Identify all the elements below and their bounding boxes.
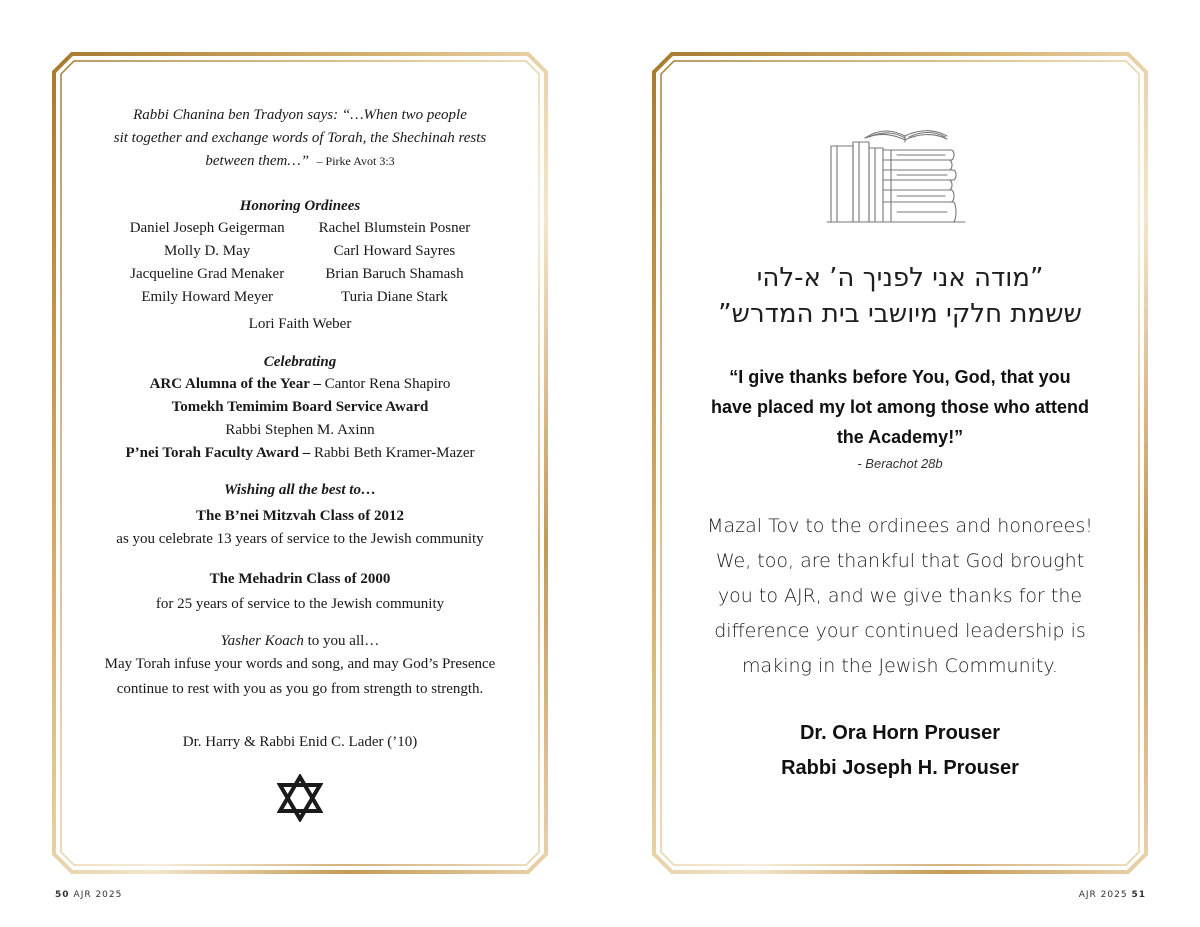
blessing-line: continue to rest with you as you go from strength to strength. [116,681,484,697]
quote-line-text: between them…” [205,153,310,169]
left-folio [55,890,122,900]
award-name: Tomekh Temimim Board Service Award [171,399,429,415]
right-folio [1079,890,1146,900]
quote-line: Rabbi Chanina ben Tradyon says: “…When two people [133,107,467,123]
english-quote-line: “I give thanks before You, God, that you [729,367,1071,387]
award-row [64,442,536,465]
award-recipient: Cantor Rena Shapiro [320,376,451,392]
ordinee-name: Brian Baruch Shamash [325,266,464,282]
award-row [64,373,536,396]
class-text: for 25 years of service to the Jewish community [155,596,445,612]
hebrew-quote-line: ”מודה אני לפניך ה’ א-להי [756,263,1044,293]
left-panel [64,104,536,822]
hebrew-quote-line: ששמת חלקי מיושבי בית המדרש” [718,299,1082,329]
star-of-david-icon [64,774,536,822]
honoring-title: Honoring Ordinees [239,198,361,214]
ordinee-name: Jacqueline Grad Menaker [130,266,285,282]
ordinee-name: Emily Howard Meyer [141,289,273,305]
ordinee-name: Lori Faith Weber [248,316,352,332]
yasher-koach-line [64,630,536,653]
ordinee-name: Daniel Joseph Geigerman [129,220,285,236]
class-text: as you celebrate 13 years of service to the Jewish community [116,531,484,547]
message-line: difference your continued leadership is [714,620,1086,642]
opening-quote [64,104,536,173]
english-quote-line: the Academy!” [836,427,964,447]
quote-source: - Berachot 28b [857,456,943,471]
right-panel [664,122,1136,786]
quote-line [64,150,536,173]
ordinees-list [64,217,536,309]
right-folio-label: AJR 2025 [1078,890,1128,900]
message-line: Mazal Tov to the ordinees and honorees! [707,515,1093,537]
right-signer: Rabbi Joseph H. Prouser [781,757,1019,779]
award-recipient: Rabbi Stephen M. Axinn [225,422,375,438]
left-folio-label: AJR 2025 [73,890,123,900]
ordinee-name: Rachel Blumstein Posner [318,220,471,236]
ordinee-name: Molly D. May [164,243,251,259]
yasher-rest: to you all… [303,633,380,649]
class-title: The B’nei Mitzvah Class of 2012 [196,508,404,524]
ordinees-column-1 [130,217,285,309]
award-name: P’nei Torah Faculty Award – [125,445,311,461]
wishing-title: Wishing all the best to… [224,482,376,498]
books-illustration [664,122,1136,224]
english-quote-line: have placed my lot among those who attend [710,397,1090,417]
quote-line: sit together and exchange words of Torah, the Shechinah rests [113,130,487,146]
yasher-koach: Yasher Koach [220,633,304,649]
ordinee-name: Turia Diane Stark [341,289,448,305]
message-line: We, too, are thankful that God brought [715,550,1085,572]
blessing-line: May Torah infuse your words and song, and may God’s Presence [104,656,496,672]
award-name: ARC Alumna of the Year – [149,376,321,392]
award-recipient: Rabbi Beth Kramer-Mazer [310,445,475,461]
ordinees-column-2 [319,217,471,309]
right-page-number: 51 [1131,890,1146,900]
left-signature: Dr. Harry & Rabbi Enid C. Lader (’10) [182,734,418,750]
class-title: The Mehadrin Class of 2000 [209,571,391,587]
message-line: you to AJR, and we give thanks for the [717,585,1083,607]
message-line: making in the Jewish Community. [742,655,1058,677]
ordinee-name: Carl Howard Sayres [333,243,456,259]
celebrating-title: Celebrating [263,354,337,370]
quote-citation: – Pirke Avot 3:3 [316,154,395,168]
left-page-number: 50 [55,890,70,900]
right-signer: Dr. Ora Horn Prouser [799,722,1001,744]
